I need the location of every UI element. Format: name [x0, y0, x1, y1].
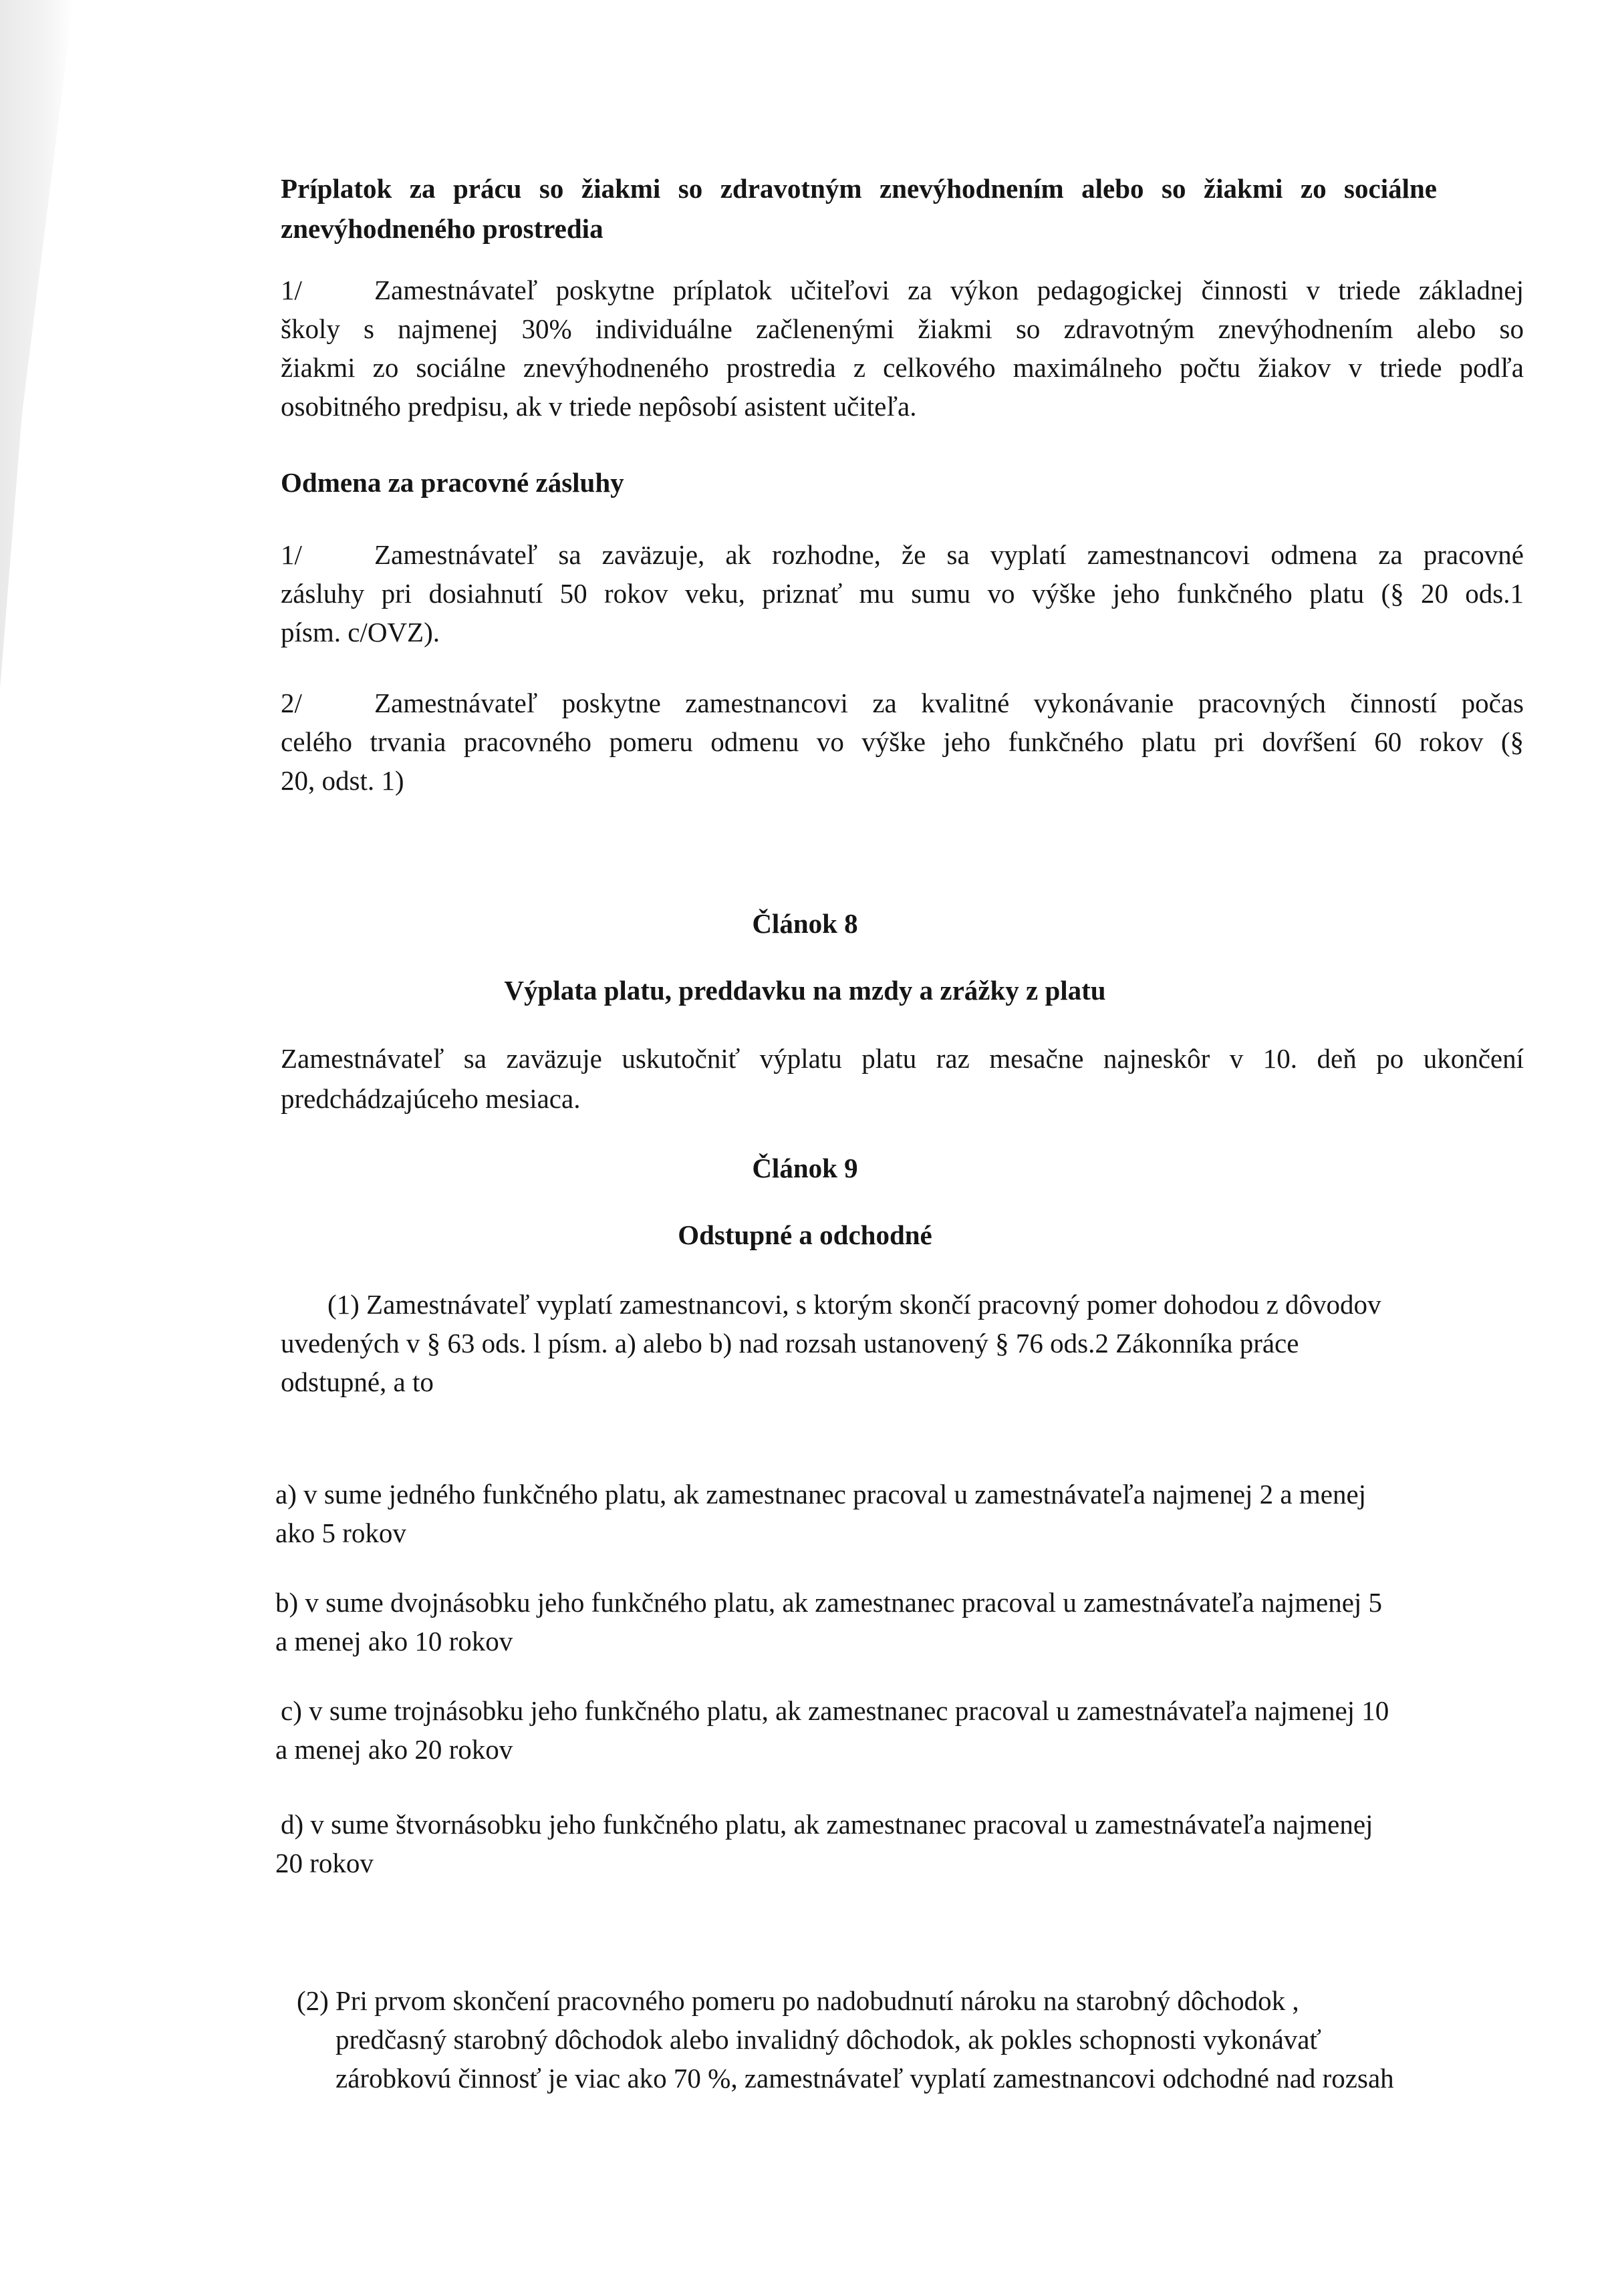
clanok-9-item-d-line-2: 20 rokov — [275, 1848, 374, 1878]
priplatok-p1-line-2: školy s najmenej 30% individuálne začlenenými žiakmi so zdravotným znevýhodnením alebo so — [281, 313, 1524, 344]
priplatok-p1-line-1 — [281, 271, 1524, 309]
odmena-p2-line-1 — [281, 684, 1524, 722]
odmena-p2-line-2: celého trvania pracovného pomeru odmenu vo výške jeho funkčného platu pri dovŕšení 60 rokov (§ — [281, 726, 1524, 757]
clanok-9-p2-line-1: (2) Pri prvom skončení pracovného pomeru po nadobudnutí nároku na starobný dôchodok , — [297, 1985, 1299, 2016]
clanok-9-item-d-line-1: d) v sume štvornásobku jeho funkčného platu, ak zamestnanec pracoval u zamestnávateľa najmenej — [281, 1809, 1373, 1840]
odmena-p1-line-2: zásluhy pri dosiahnutí 50 rokov veku, priznať mu sumu vo výške jeho funkčného platu (§ 20 ods.1 — [281, 578, 1524, 609]
priplatok-p1-line-3: žiakmi zo sociálne znevýhodneného prostredia z celkového maximálneho počtu žiakov v triede podľa — [281, 352, 1524, 383]
clanok-9-p1-line-3: odstupné, a to — [281, 1367, 434, 1397]
clanok-9-p1-line-1: (1) Zamestnávateľ vyplatí zamestnancovi, s ktorým skončí pracovný pomer dohodou z dôvodov — [327, 1289, 1381, 1320]
priplatok-heading-line-1: Príplatok za prácu so žiakmi so zdravotným znevýhodnením alebo so žiakmi zo sociálne — [281, 173, 1437, 204]
clanok-9-item-a-line-1: a) v sume jedného funkčného platu, ak zamestnanec pracoval u zamestnávateľa najmenej 2 a menej — [275, 1479, 1367, 1510]
clanok-8-subtitle: Výplata platu, preddavku na mzdy a zrážky z platu — [504, 975, 1106, 1006]
priplatok-p1-text-1: Zamestnávateľ poskytne príplatok učiteľovi za výkon pedagogickej činnosti v triede základnej — [374, 275, 1524, 305]
odmena-p1-number: 1/ — [281, 539, 302, 570]
clanok-9-item-b-line-1: b) v sume dvojnásobku jeho funkčného platu, ak zamestnanec pracoval u zamestnávateľa najmenej 5 — [275, 1587, 1383, 1618]
priplatok-p1-number: 1/ — [281, 275, 302, 305]
clanok-8-paragraph-line-2: predchádzajúceho mesiaca. — [281, 1083, 581, 1114]
odmena-p1-text-1: Zamestnávateľ sa zaväzuje, ak rozhodne, že sa vyplatí zamestnancovi odmena za pracovné — [374, 539, 1524, 570]
clanok-9-item-a-line-2: ako 5 rokov — [275, 1518, 406, 1548]
clanok-9-item-b-line-2: a menej ako 10 rokov — [275, 1626, 513, 1657]
odmena-p2-text-1: Zamestnávateľ poskytne zamestnancovi za kvalitné vykonávanie pracovných činností počas — [374, 688, 1524, 718]
clanok-9-title: Článok 9 — [752, 1153, 858, 1183]
clanok-8-title: Článok 8 — [752, 908, 858, 939]
clanok-9-item-c-line-2: a menej ako 20 rokov — [275, 1734, 513, 1765]
odmena-p2-line-3: 20, odst. 1) — [281, 765, 404, 796]
priplatok-p1-line-4: osobitného predpisu, ak v triede nepôsobí asistent učiteľa. — [281, 391, 917, 422]
clanok-9-item-c-line-1: c) v sume trojnásobku jeho funkčného platu, ak zamestnanec pracoval u zamestnávateľa najmenej 10 — [281, 1695, 1389, 1726]
clanok-8-paragraph-line-1: Zamestnávateľ sa zaväzuje uskutočniť výplatu platu raz mesačne najneskôr v 10. deň po ukončení — [281, 1043, 1524, 1074]
clanok-9-p1-line-2: uvedených v § 63 ods. l písm. a) alebo b) nad rozsah ustanovený § 76 ods.2 Zákonníka práce — [281, 1328, 1299, 1358]
priplatok-heading-line-2: znevýhodneného prostredia — [281, 213, 603, 244]
odmena-p1-line-3: písm. c/OVZ). — [281, 617, 440, 648]
clanok-9-subtitle: Odstupné a odchodné — [678, 1219, 932, 1250]
odmena-heading: Odmena za pracovné zásluhy — [281, 467, 624, 498]
odmena-p1-line-1 — [281, 536, 1524, 573]
clanok-9-p2-line-3: zárobkovú činnosť je viac ako 70 %, zamestnávateľ vyplatí zamestnancovi odchodné nad rozsah — [336, 2063, 1394, 2094]
clanok-9-p2-line-2: predčasný starobný dôchodok alebo invalidný dôchodok, ak pokles schopnosti vykonávať — [336, 2024, 1321, 2055]
odmena-p2-number: 2/ — [281, 688, 302, 718]
